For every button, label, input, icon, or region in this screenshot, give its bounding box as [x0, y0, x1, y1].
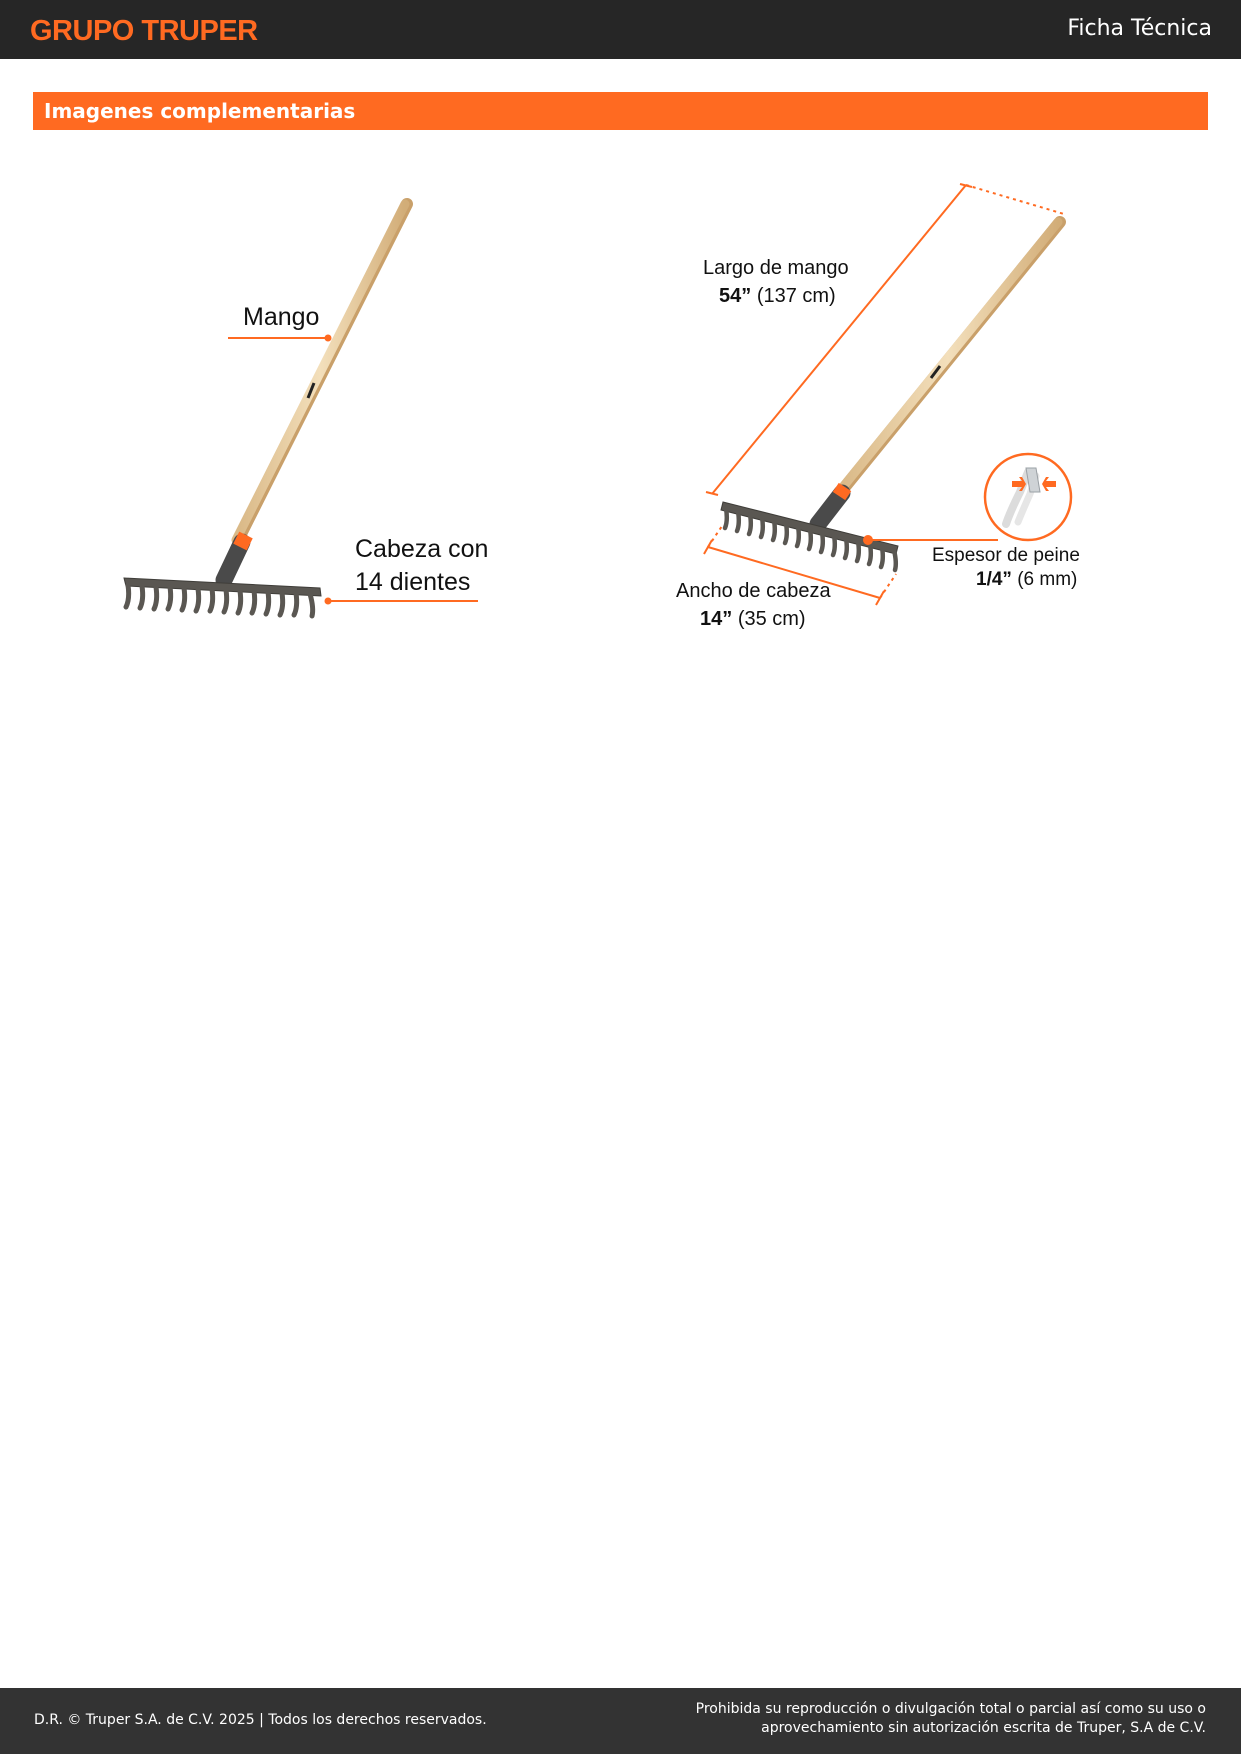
head-width-value: 14”	[700, 608, 733, 630]
ferrule	[818, 493, 842, 524]
reproduction-notice-line1: Prohibida su reproducción o divulgación total o parcial así como su uso o	[695, 1701, 1206, 1717]
head-width-label: Ancho de cabeza	[676, 580, 831, 602]
ferrule-ring	[240, 535, 246, 547]
rake-dimensions-figure	[660, 160, 1100, 640]
ferrule	[224, 542, 242, 580]
thickness-label: Espesor de peine	[932, 545, 1080, 566]
handle-length-line	[712, 185, 966, 494]
head-label-line2: 14 dientes	[355, 568, 471, 596]
handle-highlight	[236, 204, 405, 540]
head-leader-dot	[325, 598, 332, 605]
reproduction-notice-line2: aprovechamiento sin autorización escrita de Truper, S.A de C.V.	[761, 1720, 1206, 1736]
head-width-value-row	[700, 607, 806, 631]
handle-length-value-row	[719, 284, 836, 308]
page-header	[0, 0, 1241, 59]
head-label-line1: Cabeza con	[355, 535, 489, 563]
ferrule-ring	[839, 487, 845, 496]
thickness-value: 1/4”	[976, 569, 1012, 590]
head-width-metric: (35 cm)	[737, 608, 806, 630]
handle-length-extension	[966, 185, 1064, 214]
mango-leader-dot	[325, 335, 332, 342]
handle-length-value: 54”	[719, 285, 752, 307]
handle-length-metric: (137 cm)	[756, 285, 836, 307]
brand-logo: GRUPO TRUPER	[30, 15, 258, 47]
handle-highlight	[838, 222, 1058, 493]
section-header	[33, 92, 1208, 130]
thickness-leader-dot	[863, 535, 873, 545]
handle-length-label: Largo de mango	[703, 257, 849, 279]
rake-parts-figure	[100, 160, 520, 640]
page-title: Ficha Técnica	[1067, 16, 1212, 41]
thickness-metric: (6 mm)	[1017, 569, 1078, 590]
reproduction-notice	[586, 1700, 1206, 1738]
thickness-value-row	[976, 569, 1077, 592]
page-footer	[0, 1688, 1241, 1754]
mango-label: Mango	[243, 303, 320, 331]
copyright-notice: D.R. © Truper S.A. de C.V. 2025 | Todos los derechos reservados.	[34, 1712, 487, 1728]
rake-dimensions-illustration	[660, 160, 1100, 640]
section-title: Imagenes complementarias	[44, 99, 356, 123]
